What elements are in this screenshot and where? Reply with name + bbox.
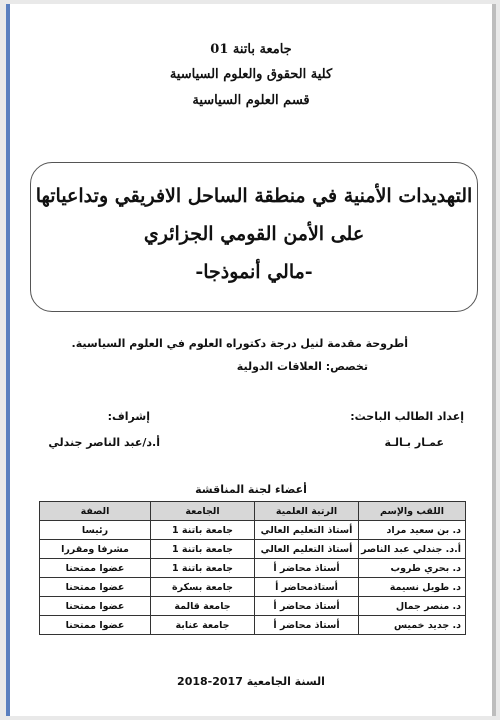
member-university: جامعة باتنة 1 xyxy=(151,521,255,540)
table-row xyxy=(40,578,466,597)
member-role: عضوا ممتحنا xyxy=(40,559,151,578)
header-rank: الرتبة العلمية xyxy=(255,502,359,521)
member-rank: أستاذمحاضر أ xyxy=(255,578,359,597)
left-decorative-bar xyxy=(6,4,10,716)
committee-header-row xyxy=(40,502,466,521)
member-role: عضوا ممتحنا xyxy=(40,597,151,616)
member-university: جامعة عنابة xyxy=(151,616,255,635)
committee-table xyxy=(39,501,466,635)
member-university: جامعة بسكرة xyxy=(151,578,255,597)
member-rank: أستاذ محاضر أ xyxy=(255,616,359,635)
thesis-description: أطروحة مقدمة لنيل درجة دكتوراه العلوم في العلوم السياسية. xyxy=(71,337,408,350)
table-row xyxy=(40,559,466,578)
member-rank: أستاذ محاضر أ xyxy=(255,559,359,578)
title-line-2: على الأمن القومي الجزائري xyxy=(143,223,365,245)
academic-year: السنة الجامعية 2017-2018 xyxy=(177,675,325,688)
prepared-by-label: إعداد الطالب الباحث: xyxy=(350,410,464,423)
department-name: قسم العلوم السياسية xyxy=(192,93,310,108)
member-rank: أستاذ التعليم العالي xyxy=(255,540,359,559)
header-name: اللقب والإسم xyxy=(359,502,466,521)
member-university: جامعة باتنة 1 xyxy=(151,559,255,578)
table-row xyxy=(40,597,466,616)
faculty-name: كلية الحقوق والعلوم السياسية xyxy=(169,67,333,82)
committee-heading: أعضاء لجنة المناقشة xyxy=(195,483,307,496)
member-name: د. بحري طروب xyxy=(359,559,466,578)
thesis-specialization: تخصص: العلاقات الدولية xyxy=(236,360,368,373)
member-role: عضوا ممتحنا xyxy=(40,578,151,597)
member-name: د. جديد خميس xyxy=(359,616,466,635)
header-role: الصفة xyxy=(40,502,151,521)
member-university: جامعة قالمة xyxy=(151,597,255,616)
table-row xyxy=(40,616,466,635)
right-decorative-bar xyxy=(492,4,496,716)
member-rank: أستاذ محاضر أ xyxy=(255,597,359,616)
member-name: د. طويل نسيمة xyxy=(359,578,466,597)
title-line-3: -مالي أنموذجا- xyxy=(195,261,313,283)
member-role: مشرفا ومقررا xyxy=(40,540,151,559)
member-role: رئيسا xyxy=(40,521,151,540)
member-name: د. بن سعيد مراد xyxy=(359,521,466,540)
supervisor-label: إشراف: xyxy=(107,410,150,423)
supervisor-name: أ.د/عبد الناصر جندلي xyxy=(48,436,160,449)
member-role: عضوا ممتحنا xyxy=(40,616,151,635)
document-page xyxy=(6,4,496,716)
university-name: جامعة باتنة 01 xyxy=(210,42,292,57)
member-rank: أستاذ التعليم العالي xyxy=(255,521,359,540)
member-name: د. منصر جمال xyxy=(359,597,466,616)
title-frame xyxy=(30,162,478,312)
table-row xyxy=(40,540,466,559)
title-line-1: التهديدات الأمنية في منطقة الساحل الافريقي وتداعياتها xyxy=(35,185,473,207)
table-row xyxy=(40,521,466,540)
member-university: جامعة باتنة 1 xyxy=(151,540,255,559)
header-university: الجامعة xyxy=(151,502,255,521)
student-name: عمـار بـالـة xyxy=(384,436,444,449)
member-name: أ.د. جندلي عبد الناصر xyxy=(359,540,466,559)
